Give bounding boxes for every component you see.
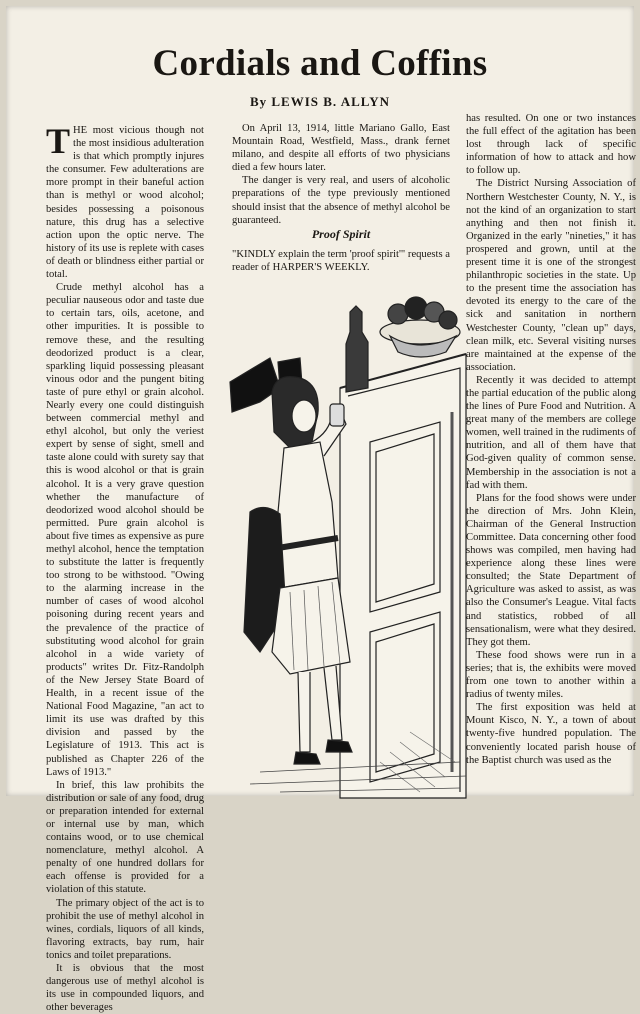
paragraph: The District Nursing Association of Northern Westchester County, N. Y., is not the kind of an organization to start anything and then not finish it. Organized in the early "nineties," it has prospered and grown, until at the present time it is one of the strongest philanthropic societies in the state. Up to the present time the association has devoted its energy to the care of the sick and sanitation in northern Westchester County, "clean up" days, clean milk, etc. Several visiting nurses are maintained at the expense of the association. [466,178,636,373]
paragraph: On April 13, 1914, little Mariano Gallo, East Mountain Road, Westfield, Mass., drank fernet milano, and despite all efforts of two physicians died a few hours later. [232,123,450,174]
reader-question [232,248,450,292]
section-subhead: Proof Spirit [311,227,371,241]
paragraph: The primary object of the act is to prohibit the use of methyl alcohol in wines, cordials, liquors of all kinds, flavoring extracts, bay rum, hair tonics and toilet preparations. [46,897,204,961]
paragraph: has resulted. On one or two instances the full effect of the agitation has been lost through lack of specific information of how to attack and how to follow up. [466,113,636,177]
article-title: Cordials and Coffins [152,43,488,84]
paragraph: These food shows were run in a series; that is, the exhibits were moved from one town to another within a radius of twenty miles. [466,649,636,701]
paragraph: Recently it was decided to attempt the partial education of the public along the lines of Pure Food and Nutrition. A great many of the members are college women, well trained in the rudiments of nutrition, and all of them have that God-given quality of common sense. Membership in the association is not a fad with them. [466,374,636,491]
girl-illustration [220,292,466,798]
paragraph: "KINDLY explain the term 'proof spirit'" requests a reader of HARPER'S WEEKLY. [232,249,450,274]
paragraph: The first exposition was held at Mount Kisco, N. Y., a town of about twenty-five hundred population. The conveniently located parish house of the Baptist church was used as the [466,702,636,766]
drop-cap: T [46,121,71,161]
byline: By LEWIS B. ALLYN [249,94,391,109]
column-left [46,121,204,1014]
paragraph: THE most vicious though not the most insidious adulteration is that which promptly injures the consumer. Few adulterations are more prompt in their baneful action than is methyl or wood alcohol; besides possessing a poisonous nature, this drug has a selective action upon the optic nerve. The history of its use is replete with cases of death or blindness either partial or total. [46,121,204,281]
column-right [466,112,636,796]
paragraph: Plans for the food shows were under the direction of Mrs. John Klein, Chairman of the General Instruction Committee. Data concerning other food shows was compiled, men having had experience along these lines were consulted; the State Department of Agriculture was asked to assist, as was also the Consumer's League. Vital facts and statistics, robbed of all sensationalism, were what they desired. They got them. [466,492,636,648]
paragraph: It is obvious that the most dangerous use of methyl alcohol is its use in compounded liquors, and other beverages [46,963,204,1014]
paragraph: Crude methyl alcohol has a peculiar nauseous odor and taste due to certain tars, oils, acetone, and other impurities. It is possible to remove these, and the resulting deodorized product is a clear, sparkling liquid possessing pleasant vinous odor and the pungent biting taste of pure ethyl or grain alcohol. Nearly every one could distinguish between commercial methyl and ethyl alcohol, but only the veriest expert by sense of sight, smell and taste alone could with surety say that this is wood alcohol or that is grain alcohol. It is a very grave question whether the manufacture of deodorized wood alcohol should be permitted. Pure grain alcohol is about five times as expensive as pure methyl alcohol, hence the temptation to substitute the latter is frequently too strong to be withstood. "Owing to the alarming increase in the number of cases of wood alcohol poisoning during recent years and the prevalence of the practice of substituting wood alcohol for grain alcohol in a wide variety of products" writes Dr. Fitz-Randolph of the New Jersey State Board of Health, in a recent issue of the National Food Magazine, "an act to limit its use was drafted by this division and passed by the Legislature of 1913. This act is published as Chapter 226 of the Laws of 1913." [46,282,204,778]
paragraph: In brief, this law prohibits the distribution or sale of any food, drug or preparation intended for external or internal use by man, which contains wood, or to use chemical nomenclature, methyl alcohol. A penalty of one hundred dollars for each offense is provided for a violation of this statute. [46,779,204,896]
magazine-page [6,6,636,1014]
paragraph: The danger is very real, and users of alcoholic preparations of the type previously mentioned should insist that the absence of methyl alcohol be guaranteed. [232,175,450,226]
